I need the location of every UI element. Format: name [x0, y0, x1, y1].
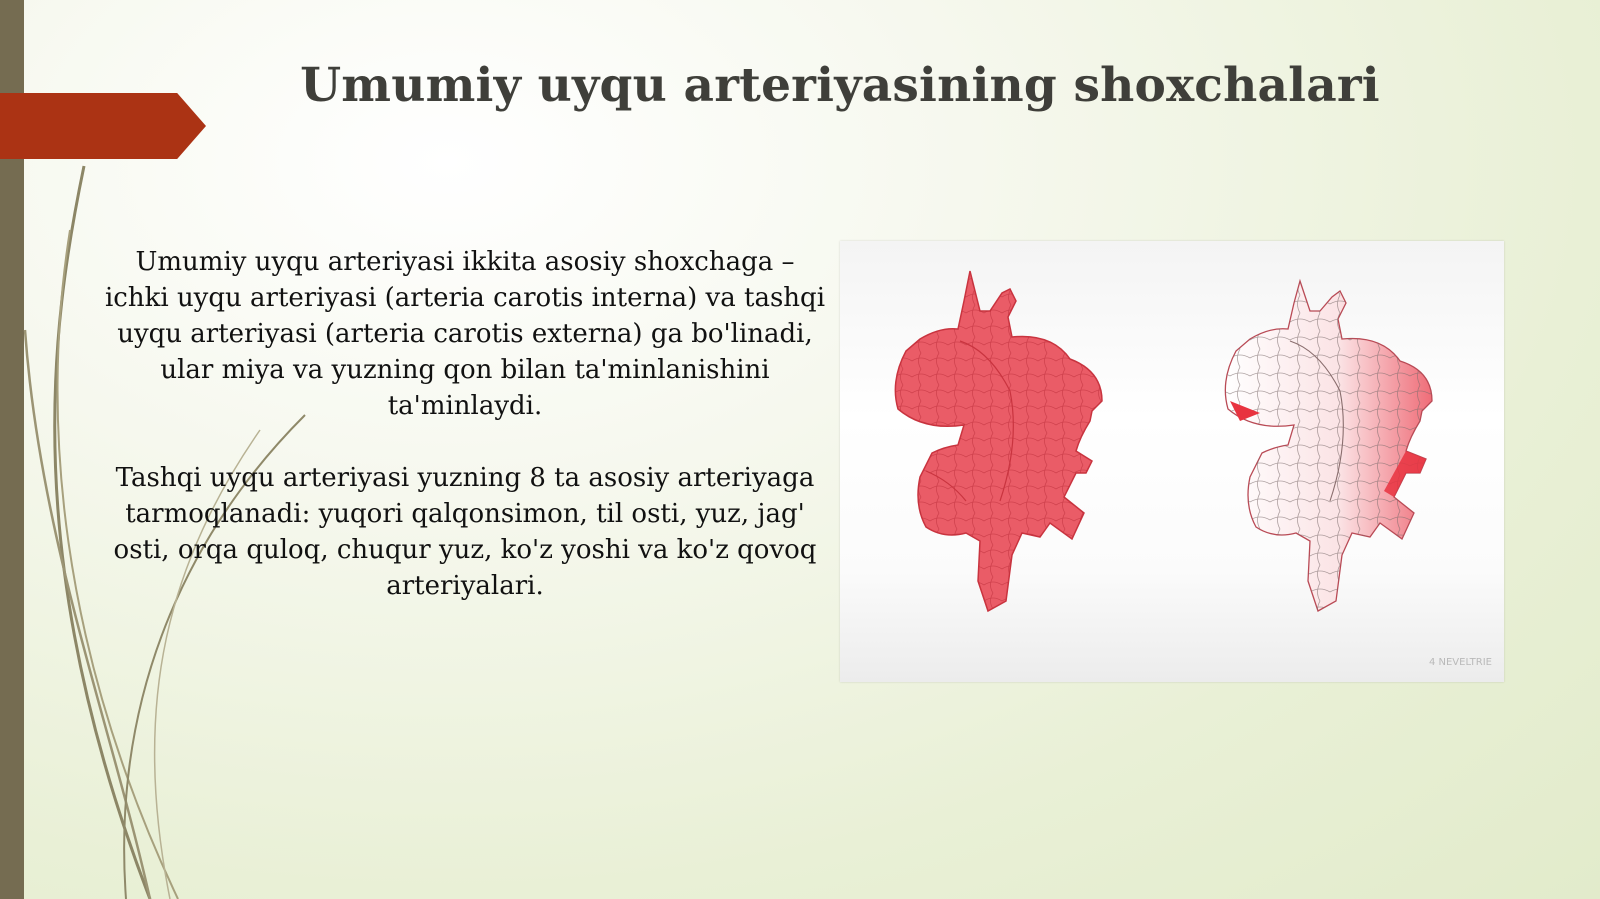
slide-title: Umumiy uyqu arteriyasining shoxchalari [300, 58, 1380, 113]
paragraph-external-branches: Tashqi uyqu arteriyasi yuzning 8 ta asosiy arteriyaga tarmoqlanadi: yuqori qalqonsimon, til osti, yuz, jag' osti, orqa quloq, chuqur yuz, ko'z yoshi va ko'z qovoq arteriyalari. [113, 463, 817, 601]
figure-credit: 4 NEVELTRIE [1428, 657, 1492, 668]
artery-figure [840, 241, 1504, 682]
paragraph-carotis-branches: Umumiy uyqu arteriyasi ikkita asosiy shoxchaga – ichki uyqu arteriyasi (arteria carotis interna) va tashqi uyqu arteriyasi (arteria carotis externa) ga bo'linadi, ular miya va yuzning qon bilan ta'minlanishini ta'minlaydi. [104, 247, 826, 421]
body-text [104, 244, 826, 604]
title-ribbon [0, 93, 206, 159]
artery-model-mesh [1225, 281, 1432, 611]
artery-model-solid [895, 271, 1102, 611]
heart-artery-model-icon [840, 241, 1504, 682]
